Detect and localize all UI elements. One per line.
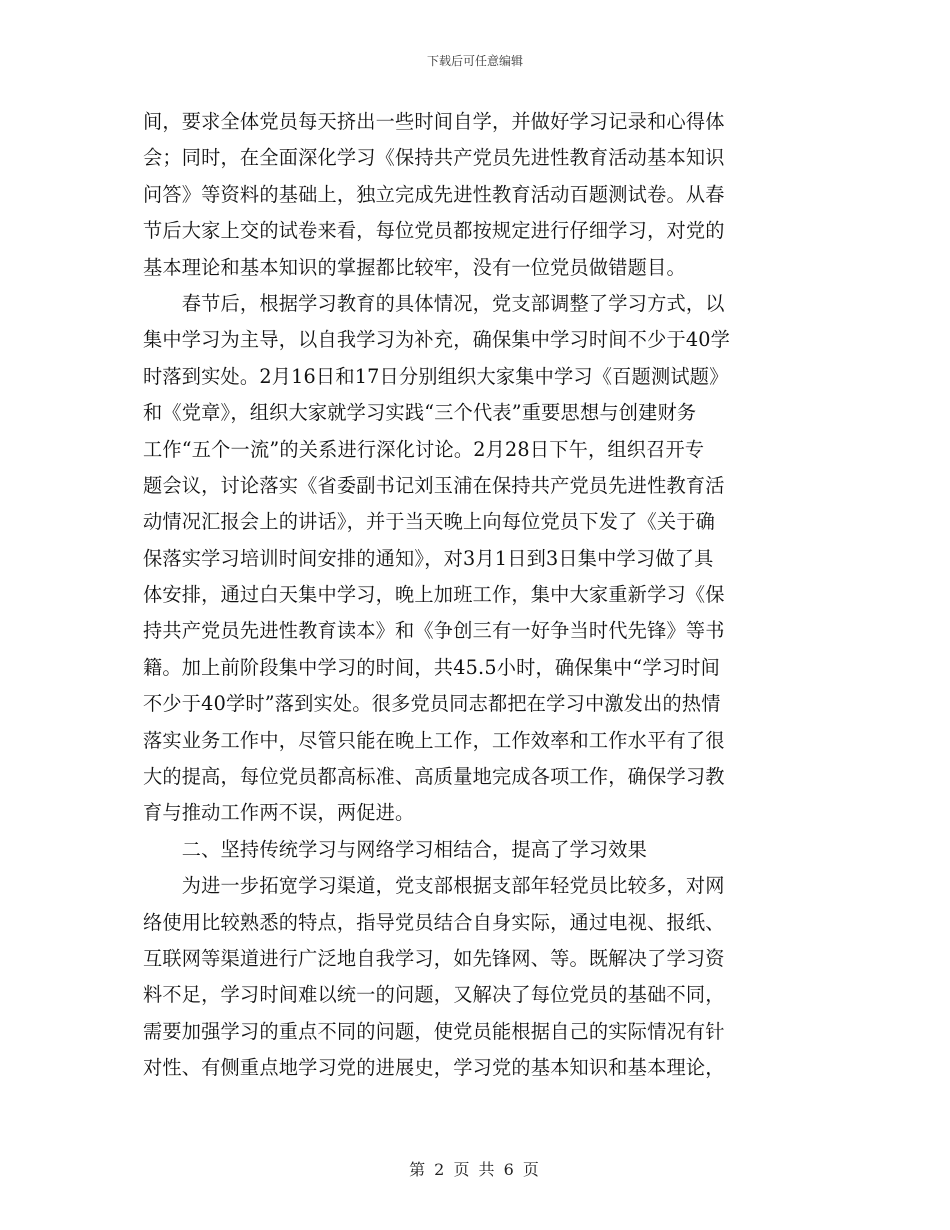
body-text-line: 问答》等资料的基础上，独立完成先进性教育活动百题测试卷。从春: [143, 182, 725, 206]
body-text-line: 落实业务工作中，尽管只能在晚上工作，工作效率和工作水平有了很: [143, 728, 725, 752]
body-text-line: 保落实学习培训时间安排的通知》，对3月1日到3日集中学习做了具: [143, 546, 714, 570]
body-text-line: 间，要求全体党员每天挤出一些时间自学，并做好学习记录和心得体: [143, 110, 725, 133]
body-text-line: 大的提高，每位党员都高标准、高质量地完成各项工作，确保学习教: [143, 765, 725, 789]
body-text-line: 育与推动工作两不误，两促进。: [143, 801, 415, 825]
body-text-line: 为进一步拓宽学习渠道，党支部根据支部年轻党员比较多，对网: [143, 874, 725, 898]
body-text-line: 题会议，讨论落实《省委副书记刘玉浦在保持共产党员先进性教育活: [143, 473, 725, 497]
body-text-line: 和《党章》，组织大家就学习实践“三个代表”重要思想与创建财务: [143, 401, 697, 425]
page-header-note: 下载后可任意编辑: [426, 54, 523, 68]
body-text-line: 集中学习为主导，以自我学习为补充，确保集中学习时间不少于40学: [143, 328, 731, 352]
body-text-line: 对性、有侧重点地学习党的进展史，学习党的基本知识和基本理论，: [143, 1056, 725, 1080]
body-text-line: 会；同时，在全面深化学习《保持共产党员先进性教育活动基本知识: [143, 146, 725, 170]
body-text-line: 需要加强学习的重点不同的问题，使党员能根据自己的实际情况有针: [143, 1019, 725, 1043]
body-text-line: 工作“五个一流”的关系进行深化讨论。2月28日下午，组织召开专: [143, 437, 705, 461]
body-text-line: 二、坚持传统学习与网络学习相结合，提高了学习效果: [143, 837, 648, 861]
body-text-line: 春节后，根据学习教育的具体情况，党支部调整了学习方式，以: [143, 291, 725, 315]
body-text-line: 基本理论和基本知识的掌握都比较牢，没有一位党员做错题目。: [143, 255, 686, 279]
body-text-line: 不少于40学时”落到实处。很多党员同志都把在学习中激发出的热情: [143, 692, 721, 716]
body-text-line: 持共产党员先进性教育读本》和《争创三有一好争当时代先锋》等书: [143, 619, 725, 643]
body-text-line: 互联网等渠道进行广泛地自我学习，如先锋网、等。既解决了学习资: [143, 946, 725, 970]
body-text-line: 络使用比较熟悉的特点，指导党员结合自身实际，通过电视、报纸、: [143, 910, 725, 934]
document-body: [143, 104, 803, 1087]
body-text-line: 料不足，学习时间难以统一的问题，又解决了每位党员的基础不同，: [143, 983, 725, 1007]
body-text-line: 时落到实处。2月16日和17日分别组织大家集中学习《百题测试题》: [143, 364, 729, 388]
body-text-line: 节后大家上交的试卷来看，每位党员都按规定进行仔细学习，对党的: [143, 219, 725, 243]
body-text-line: 动情况汇报会上的讲话》，并于当天晚上向每位党员下发了《关于确: [143, 510, 716, 534]
page-number-footer: 第 2 页 共 6 页: [409, 1160, 541, 1179]
body-text-line: 体安排，通过白天集中学习，晚上加班工作，集中大家重新学习《保: [143, 583, 725, 607]
body-text-line: 籍。加上前阶段集中学习的时间，共45.5小时，确保集中“学习时间: [143, 655, 720, 679]
